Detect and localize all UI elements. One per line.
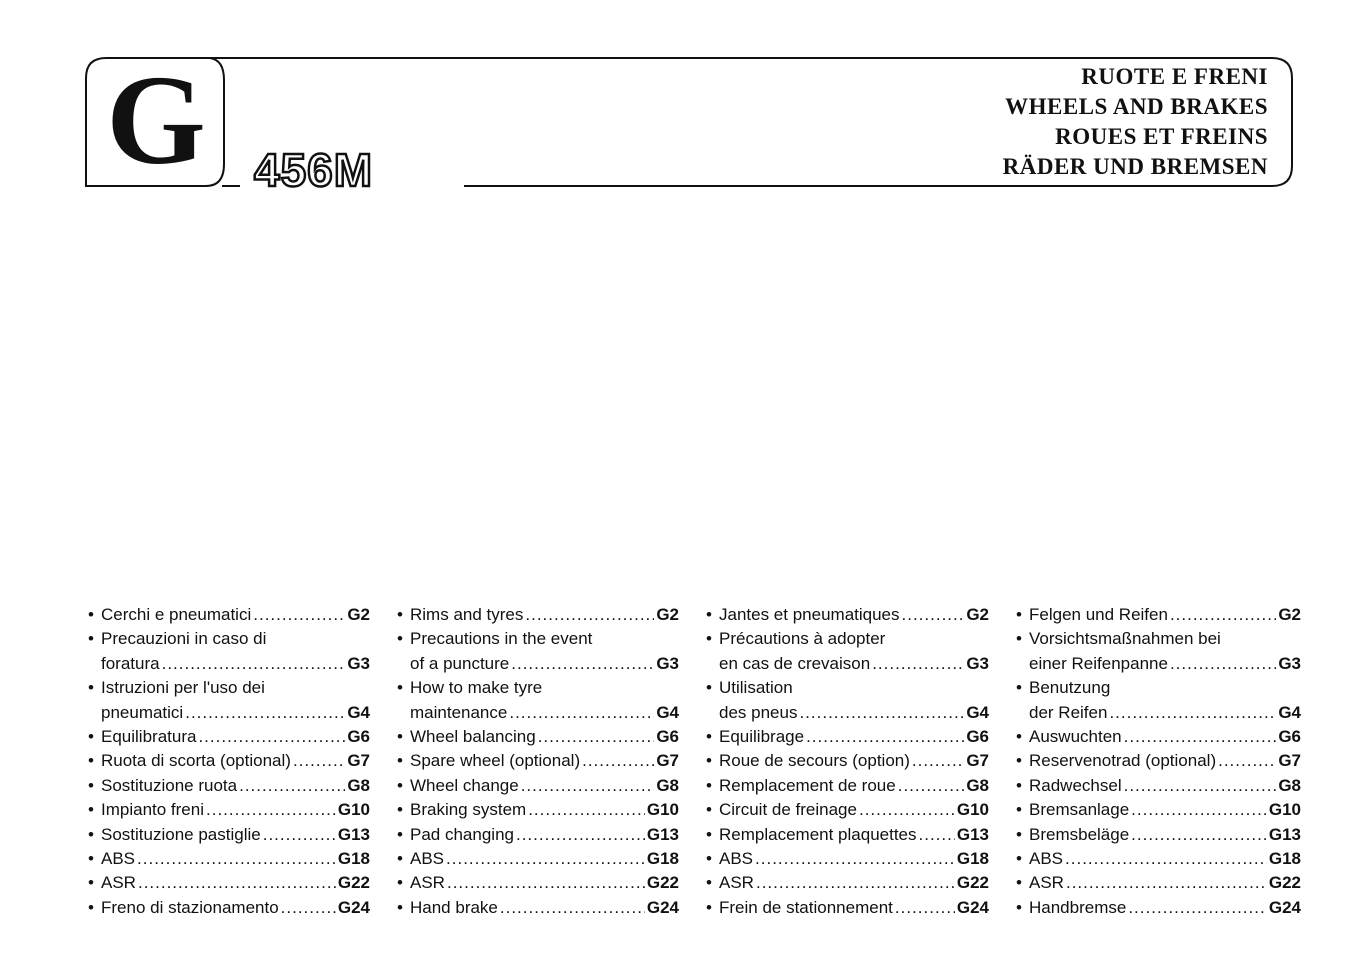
- toc-entry-title: des pneus: [719, 702, 798, 722]
- toc-entry-page: G10: [956, 800, 989, 820]
- bullet-icon: •: [397, 727, 403, 747]
- toc-entry-title: en cas de crevaison: [719, 653, 871, 673]
- toc-entry[interactable]: [88, 823, 370, 847]
- dot-leader: [582, 749, 654, 773]
- bullet-icon: •: [397, 775, 403, 795]
- dot-leader: [281, 896, 336, 920]
- toc-entry-title: Remplacement de roue: [719, 775, 896, 795]
- toc-entry-lead: Precauzioni in caso di: [101, 629, 267, 649]
- toc-entry-page: G22: [337, 873, 370, 893]
- toc-entry-lead: Précautions à adopter: [719, 629, 886, 649]
- toc-entry[interactable]: [88, 847, 370, 871]
- bullet-icon: •: [1016, 678, 1022, 698]
- bullet-icon: •: [1016, 775, 1022, 795]
- toc-entry-title: Spare wheel (optional): [410, 751, 581, 771]
- dot-leader: [185, 701, 345, 725]
- toc-entry[interactable]: [1016, 798, 1301, 822]
- toc-entry[interactable]: [706, 823, 989, 847]
- dot-leader: [1128, 896, 1267, 920]
- toc-entry[interactable]: [397, 774, 679, 798]
- dot-leader: [137, 847, 336, 871]
- bullet-icon: •: [88, 897, 94, 917]
- toc-entry-page: G13: [956, 824, 989, 844]
- dot-leader: [1131, 823, 1267, 847]
- toc-entry[interactable]: [397, 627, 679, 676]
- toc-entry[interactable]: [1016, 676, 1301, 725]
- bullet-icon: •: [88, 800, 94, 820]
- toc-entry[interactable]: [706, 725, 989, 749]
- dot-leader: [806, 725, 964, 749]
- toc-entry[interactable]: [706, 603, 989, 627]
- toc-entry-page: G22: [646, 873, 679, 893]
- toc-entry-page: G3: [347, 653, 370, 673]
- dot-leader: [263, 823, 336, 847]
- dot-leader: [1131, 798, 1267, 822]
- bullet-icon: •: [706, 800, 712, 820]
- bullet-icon: •: [88, 824, 94, 844]
- toc-entry[interactable]: [706, 847, 989, 871]
- dot-leader: [447, 871, 645, 895]
- toc-entry-lead: Vorsichtsmaßnahmen bei: [1029, 629, 1221, 649]
- bullet-icon: •: [88, 629, 94, 649]
- dot-leader: [919, 823, 955, 847]
- dot-leader: [902, 603, 965, 627]
- dot-leader: [239, 774, 345, 798]
- toc-entry[interactable]: [1016, 725, 1301, 749]
- toc-entry-page: G10: [646, 800, 679, 820]
- toc-entry-title: Auswuchten: [1029, 727, 1122, 747]
- toc-entry-page: G3: [656, 653, 679, 673]
- toc-entry-lead: Benutzung: [1029, 678, 1111, 698]
- toc-entry-title: Impianto freni: [101, 800, 204, 820]
- toc-entry[interactable]: [706, 871, 989, 895]
- toc-entry-title: pneumatici: [101, 702, 184, 722]
- toc-entry-page: G4: [966, 702, 989, 722]
- dot-leader: [756, 871, 955, 895]
- bullet-icon: •: [706, 605, 712, 624]
- toc-entry-page: G24: [1268, 897, 1301, 917]
- toc-entry-title: ASR: [410, 873, 445, 893]
- title-english: WHEELS AND BRAKES: [1005, 94, 1268, 119]
- bullet-icon: •: [706, 824, 712, 844]
- bullet-icon: •: [706, 727, 712, 747]
- dot-leader: [509, 701, 654, 725]
- toc-entry-page: G3: [1278, 653, 1301, 673]
- toc-entry-page: G13: [1268, 824, 1301, 844]
- toc-column-french: [706, 603, 989, 920]
- toc-entry-lead: Precautions in the event: [410, 629, 593, 649]
- dot-leader: [1124, 774, 1277, 798]
- bullet-icon: •: [706, 849, 712, 869]
- toc-entry[interactable]: [397, 603, 679, 627]
- dot-leader: [755, 847, 955, 871]
- bullet-icon: •: [397, 897, 403, 917]
- toc-entry[interactable]: [88, 871, 370, 895]
- toc-entry-title: Sostituzione pastiglie: [101, 824, 261, 844]
- toc-entry[interactable]: [88, 627, 370, 676]
- toc-entry-title: ABS: [719, 849, 754, 869]
- toc-entry-page: G7: [966, 751, 989, 771]
- toc-entry[interactable]: [88, 725, 370, 749]
- toc-entry-page: G6: [1278, 727, 1301, 747]
- toc-entry[interactable]: [706, 676, 989, 725]
- toc-entry-title: ASR: [101, 873, 136, 893]
- toc-entry-page: G13: [646, 824, 679, 844]
- toc-entry[interactable]: [88, 749, 370, 773]
- toc-entry[interactable]: [1016, 749, 1301, 773]
- dot-leader: [1065, 847, 1267, 871]
- toc-column-german: [1016, 603, 1301, 920]
- toc-entry[interactable]: [397, 725, 679, 749]
- toc-entry-page: G7: [1278, 751, 1301, 771]
- dot-leader: [1109, 701, 1276, 725]
- toc-entry-page: G7: [347, 751, 370, 771]
- dot-leader: [1124, 725, 1277, 749]
- toc-entry-page: G2: [966, 605, 989, 624]
- toc-entry[interactable]: [706, 798, 989, 822]
- section-titles: [1003, 62, 1268, 182]
- bullet-icon: •: [397, 824, 403, 844]
- bullet-icon: •: [1016, 873, 1022, 893]
- toc-entry-page: G24: [337, 897, 370, 917]
- toc-entry-page: G8: [347, 775, 370, 795]
- dot-leader: [528, 798, 645, 822]
- title-german: RÄDER UND BREMSEN: [1002, 154, 1268, 179]
- dot-leader: [253, 603, 345, 627]
- toc-entry[interactable]: [397, 823, 679, 847]
- toc-entry-page: G18: [337, 849, 370, 869]
- toc-entry[interactable]: [1016, 847, 1301, 871]
- bullet-icon: •: [397, 873, 403, 893]
- toc-entry-page: G4: [347, 702, 370, 722]
- toc-entry-page: G4: [1278, 702, 1301, 722]
- toc-entry[interactable]: [397, 749, 679, 773]
- bullet-icon: •: [706, 897, 712, 917]
- toc-entry-page: G22: [1268, 873, 1301, 893]
- toc-entry-title: Bremsanlage: [1029, 800, 1130, 820]
- toc-entry-lead: Istruzioni per l'uso dei: [101, 678, 265, 698]
- toc-entry-title: Frein de stationnement: [719, 897, 893, 917]
- toc-entry-title: of a puncture: [410, 653, 510, 673]
- toc-entry-page: G6: [966, 727, 989, 747]
- toc-entry-title: Freno di stazionamento: [101, 897, 279, 917]
- toc-entry[interactable]: [1016, 627, 1301, 676]
- dot-leader: [138, 871, 336, 895]
- toc-entry-lead: Utilisation: [719, 678, 793, 698]
- toc-entry-title: Ruota di scorta (optional): [101, 751, 291, 771]
- toc-entry[interactable]: [1016, 871, 1301, 895]
- toc-entry-title: ABS: [410, 849, 445, 869]
- bullet-icon: •: [1016, 824, 1022, 844]
- dot-leader: [1170, 603, 1276, 627]
- bullet-icon: •: [1016, 849, 1022, 869]
- toc-entry-title: Jantes et pneumatiques: [719, 605, 900, 624]
- toc-entry-lead: How to make tyre: [410, 678, 543, 698]
- toc-entry-title: Sostituzione ruota: [101, 775, 238, 795]
- toc-entry-page: G24: [646, 897, 679, 917]
- dot-leader: [198, 725, 345, 749]
- dot-leader: [1170, 652, 1276, 676]
- dot-leader: [162, 652, 346, 676]
- dot-leader: [516, 823, 645, 847]
- toc-entry[interactable]: [706, 896, 989, 920]
- toc-column-italian: [88, 603, 370, 920]
- dot-leader: [912, 749, 964, 773]
- toc-entry-title: Reservenotrad (optional): [1029, 751, 1217, 771]
- toc-entry-title: Remplacement plaquettes: [719, 824, 917, 844]
- toc-entry-page: G8: [656, 775, 679, 795]
- header-right-bracket: [1272, 58, 1292, 186]
- bullet-icon: •: [1016, 629, 1022, 649]
- toc-entry-page: G18: [646, 849, 679, 869]
- bullet-icon: •: [88, 849, 94, 869]
- toc-entry[interactable]: [397, 847, 679, 871]
- dot-leader: [206, 798, 336, 822]
- toc-entry-title: Wheel change: [410, 775, 519, 795]
- toc-entry-page: G6: [656, 727, 679, 747]
- bullet-icon: •: [1016, 727, 1022, 747]
- toc-entry-title: Hand brake: [410, 897, 498, 917]
- toc-entry-page: G3: [966, 653, 989, 673]
- toc-entry[interactable]: [1016, 823, 1301, 847]
- bullet-icon: •: [706, 751, 712, 771]
- toc-entry-title: Cerchi e pneumatici: [101, 605, 252, 624]
- bullet-icon: •: [397, 849, 403, 869]
- toc-entry-page: G18: [1268, 849, 1301, 869]
- toc-entry[interactable]: [397, 896, 679, 920]
- toc-entry-page: G24: [956, 897, 989, 917]
- toc-entry-page: G7: [656, 751, 679, 771]
- bullet-icon: •: [1016, 800, 1022, 820]
- toc-entry-page: G4: [656, 702, 679, 722]
- toc-entry-page: G13: [337, 824, 370, 844]
- toc-entry[interactable]: [1016, 774, 1301, 798]
- toc-entry-title: Roue de secours (option): [719, 751, 910, 771]
- bullet-icon: •: [706, 775, 712, 795]
- toc-entry-title: ASR: [719, 873, 754, 893]
- toc-entry-title: einer Reifenpanne: [1029, 653, 1168, 673]
- toc-entry-title: foratura: [101, 653, 160, 673]
- toc-entry[interactable]: [1016, 896, 1301, 920]
- bullet-icon: •: [88, 751, 94, 771]
- toc-entry-page: G10: [337, 800, 370, 820]
- title-italian: RUOTE E FRENI: [1081, 64, 1268, 89]
- toc-entry[interactable]: [1016, 603, 1301, 627]
- dot-leader: [521, 774, 655, 798]
- toc-entry-title: Handbremse: [1029, 897, 1127, 917]
- bullet-icon: •: [88, 727, 94, 747]
- toc-entry[interactable]: [88, 603, 370, 627]
- bullet-icon: •: [397, 751, 403, 771]
- bullet-icon: •: [1016, 751, 1022, 771]
- dot-leader: [511, 652, 654, 676]
- bullet-icon: •: [706, 678, 712, 698]
- dot-leader: [898, 774, 965, 798]
- toc-entry-title: ASR: [1029, 873, 1064, 893]
- toc-entry-page: G10: [1268, 800, 1301, 820]
- toc-entry-title: Rims and tyres: [410, 605, 524, 624]
- bullet-icon: •: [706, 629, 712, 649]
- toc-entry-page: G8: [1278, 775, 1301, 795]
- dot-leader: [1218, 749, 1276, 773]
- toc-entry-title: Wheel balancing: [410, 727, 536, 747]
- toc-entry-title: Equilibratura: [101, 727, 197, 747]
- toc-entry[interactable]: [88, 798, 370, 822]
- toc-entry[interactable]: [706, 774, 989, 798]
- bullet-icon: •: [397, 629, 403, 649]
- toc-entry[interactable]: [397, 676, 679, 725]
- toc-entry-page: G22: [956, 873, 989, 893]
- toc-entry-title: Bremsbeläge: [1029, 824, 1130, 844]
- bullet-icon: •: [397, 800, 403, 820]
- dot-leader: [446, 847, 645, 871]
- dot-leader: [895, 896, 955, 920]
- toc-entry-title: Equilibrage: [719, 727, 805, 747]
- toc-entry[interactable]: [88, 676, 370, 725]
- toc-entry-title: ABS: [101, 849, 136, 869]
- dot-leader: [859, 798, 955, 822]
- title-french: ROUES ET FREINS: [1055, 124, 1268, 149]
- bullet-icon: •: [706, 873, 712, 893]
- toc-entry-page: G18: [956, 849, 989, 869]
- toc-entry-title: ABS: [1029, 849, 1064, 869]
- toc-entry-title: Circuit de freinage: [719, 800, 857, 820]
- dot-leader: [293, 749, 345, 773]
- toc-entry[interactable]: [88, 774, 370, 798]
- toc-entry[interactable]: [706, 627, 989, 676]
- toc-entry-title: maintenance: [410, 702, 508, 722]
- bullet-icon: •: [397, 678, 403, 698]
- bullet-icon: •: [397, 605, 403, 624]
- bullet-icon: •: [88, 605, 94, 624]
- bullet-icon: •: [88, 678, 94, 698]
- bullet-icon: •: [1016, 897, 1022, 917]
- toc-entry-title: Felgen und Reifen: [1029, 605, 1168, 624]
- toc-entry-title: der Reifen: [1029, 702, 1108, 722]
- section-letter: G: [106, 49, 206, 191]
- dot-leader: [1066, 871, 1267, 895]
- toc-entry-page: G8: [966, 775, 989, 795]
- toc-entry[interactable]: [397, 871, 679, 895]
- toc-entry[interactable]: [397, 798, 679, 822]
- toc-entry[interactable]: [88, 896, 370, 920]
- toc-entry-page: G6: [347, 727, 370, 747]
- bullet-icon: •: [88, 873, 94, 893]
- bullet-icon: •: [88, 775, 94, 795]
- toc-entry-page: G2: [347, 605, 370, 624]
- dot-leader: [799, 701, 964, 725]
- toc-entry-title: Radwechsel: [1029, 775, 1122, 795]
- dot-leader: [872, 652, 964, 676]
- dot-leader: [538, 725, 655, 749]
- toc-entry-title: Braking system: [410, 800, 527, 820]
- dot-leader: [525, 603, 654, 627]
- dot-leader: [500, 896, 645, 920]
- toc-entry-title: Pad changing: [410, 824, 514, 844]
- model-logo: 456M: [254, 144, 374, 196]
- bullet-icon: •: [1016, 605, 1022, 624]
- toc-entry[interactable]: [706, 749, 989, 773]
- toc-entry-page: G2: [1278, 605, 1301, 624]
- toc-column-english: [397, 603, 679, 920]
- toc-entry-page: G2: [656, 605, 679, 624]
